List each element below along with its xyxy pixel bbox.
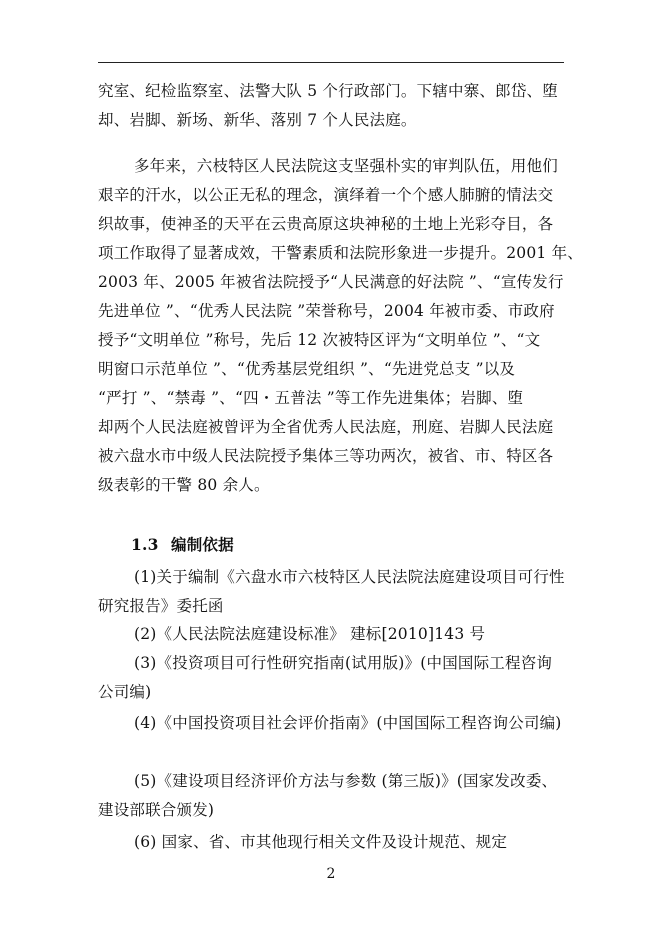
- reference-item: (5)《建设项目经济评价方法与参数 (第三版)》(国家发改委、: [134, 772, 558, 790]
- body-text-line: 项工作取得了显著成效，干警素质和法院形象进一步提升。2001 年、: [98, 244, 583, 262]
- body-text-line: 艰辛的汗水，以公正无私的理念，演绎着一个个感人肺腑的情法交: [98, 186, 554, 204]
- body-text-line: 究室、纪检监察室、法警大队 5 个行政部门。下辖中寨、郎岱、堕: [98, 82, 558, 100]
- reference-item: 公司编): [98, 683, 152, 701]
- section-title: 编制依据: [171, 535, 234, 554]
- reference-item: 研究报告》委托函: [98, 597, 224, 615]
- body-text-line: 授予“文明单位 ”称号，先后 12 次被特区评为“文明单位 ”、“文: [98, 331, 541, 349]
- reference-item: (4)《中国投资项目社会评价指南》(中国国际工程咨询公司编): [134, 714, 562, 732]
- body-text-line: 先进单位 ”、“优秀人民法院 ”荣誉称号，2004 年被市委、市政府: [98, 302, 555, 320]
- body-text-line: 多年来，六枝特区人民法院这支坚强朴实的审判队伍，用他们: [134, 157, 558, 175]
- page-number: 2: [326, 866, 336, 882]
- body-text-line: 被六盘水市中级人民法院授予集体三等功两次，被省、市、特区各: [98, 447, 554, 465]
- body-text-line: “严打 ”、“禁毒 ”、“四・五普法 ”等工作先进集体；岩脚、堕: [98, 389, 524, 407]
- reference-item: (2)《人民法院法庭建设标准》 建标[2010]143 号: [134, 625, 486, 643]
- body-text-line: 2003 年、2005 年被省法院授予“人民满意的好法院 ”、“宣传发行: [98, 273, 564, 291]
- reference-item: (3)《投资项目可行性研究指南(试用版)》(中国国际工程咨询: [134, 654, 553, 672]
- reference-item: (6) 国家、省、市其他现行相关文件及设计规范、规定: [134, 833, 508, 851]
- reference-item: 建设部联合颁发): [98, 801, 215, 819]
- reference-item: (1)关于编制《六盘水市六枝特区人民法院法庭建设项目可行性: [134, 568, 565, 586]
- body-text-line: 级表彰的干警 80 余人。: [98, 476, 270, 494]
- body-text-line: 却两个人民法庭被曾评为全省优秀人民法庭，刑庭、岩脚人民法庭: [98, 418, 554, 436]
- body-text-line: 却、岩脚、新场、新华、落别 7 个人民法庭。: [98, 111, 417, 129]
- section-number: 1.3: [131, 535, 159, 554]
- body-text-line: 明窗口示范单位 ”、“优秀基层党组织 ”、“先进党总支 ”以及: [98, 360, 516, 378]
- header-rule: [98, 62, 564, 63]
- body-text-line: 织故事，使神圣的天平在云贵高原这块神秘的土地上光彩夺目，各: [98, 215, 554, 233]
